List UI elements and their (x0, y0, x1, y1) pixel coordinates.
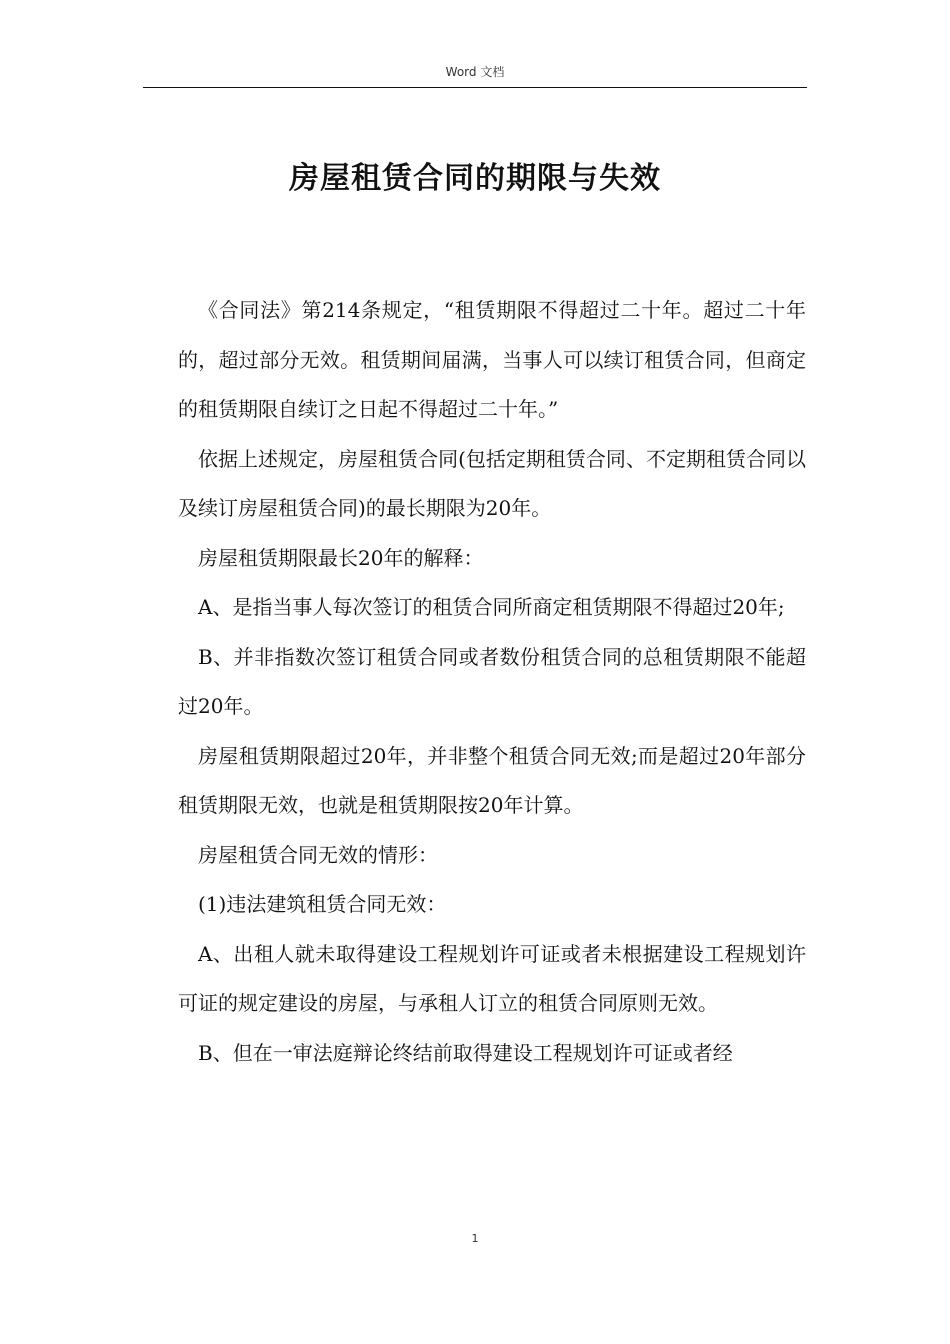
paragraph: 《合同法》第214条规定，“租赁期限不得超过二十年。超过二十年的，超过部分无效。租赁期间届满，当事人可以续订租赁合同，但商定的租赁期限自续订之日起不得超过二十年。” (178, 298, 806, 421)
page-number: 1 (471, 1232, 479, 1245)
page-header: Word 文档 (445, 65, 505, 79)
paragraph: B、并非指数次签订租赁合同或者数份租赁合同的总租赁期限不能超过20年。 (178, 644, 806, 718)
document-body (178, 286, 806, 1078)
paragraph: 房屋租赁期限最长20年的解释： (198, 545, 484, 570)
paragraph: 房屋租赁期限超过20年，并非整个租赁合同无效;而是超过20年部分租赁期限无效，也就是租赁期限按20年计算。 (178, 743, 806, 817)
paragraph: A、出租人就未取得建设工程规划许可证或者未根据建设工程规划许可证的规定建设的房屋，与承租人订立的租赁合同原则无效。 (178, 941, 806, 1015)
paragraph: 依据上述规定，房屋租赁合同(包括定期租赁合同、不定期租赁合同以及续订房屋租赁合同)的最长期限为20年。 (178, 446, 806, 520)
header-divider (143, 87, 807, 88)
document-title: 房屋租赁合同的期限与失效 (289, 161, 661, 196)
paragraph: (1)违法建筑租赁合同无效： (198, 892, 447, 916)
paragraph: 房屋租赁合同无效的情形： (198, 842, 438, 867)
paragraph: A、是指当事人每次签订的租赁合同所商定租赁期限不得超过20年; (198, 595, 785, 619)
paragraph: B、但在一审法庭辩论终结前取得建设工程规划许可证或者经 (198, 1040, 733, 1065)
